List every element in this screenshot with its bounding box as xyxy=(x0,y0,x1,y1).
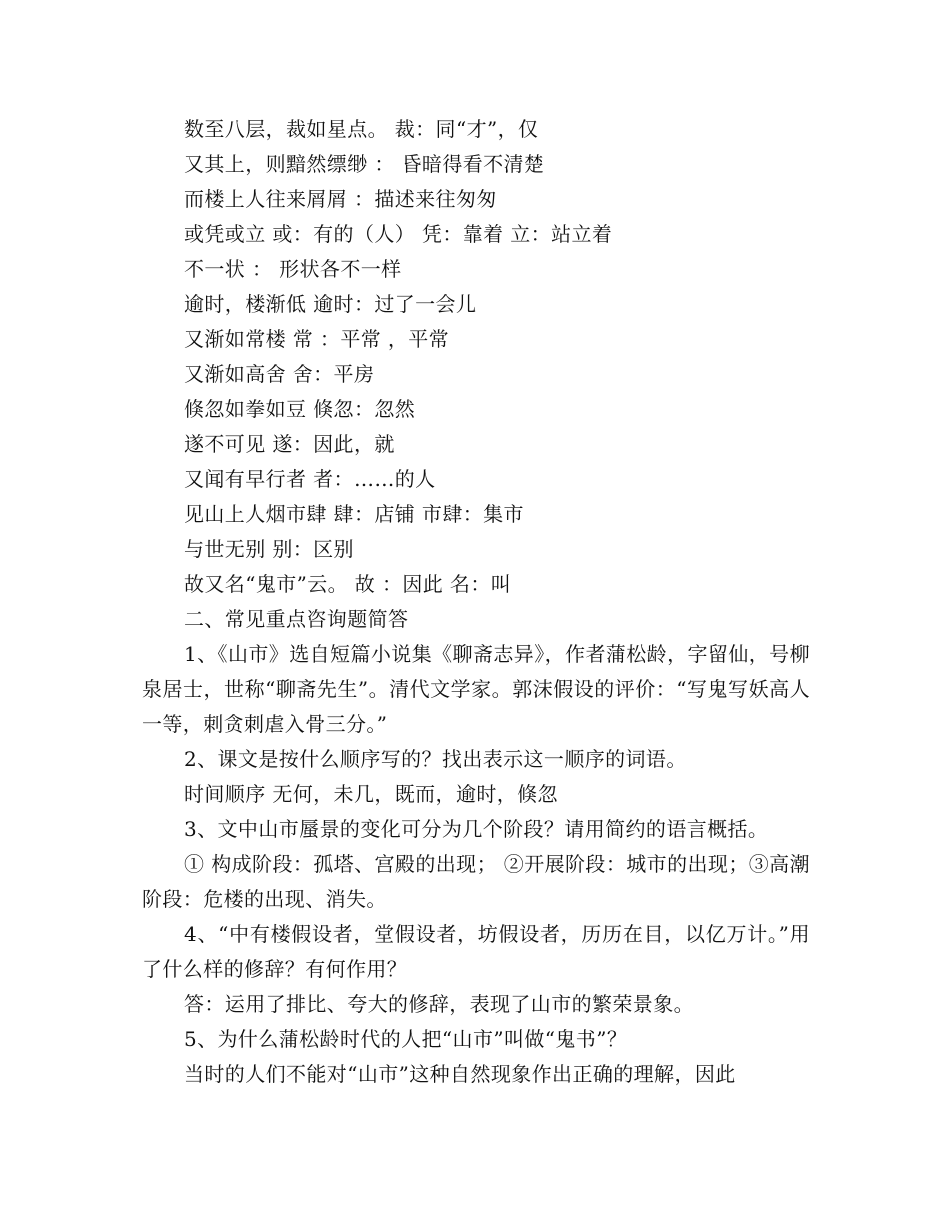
text-line-8: 又渐如高舍 舍：平房 xyxy=(184,362,375,386)
answer-3: ① 构成阶段：孤塔、宫殿的出现； ②开展阶段：城市的出现；③高潮阶段：危楼的出现、消失。 xyxy=(142,852,810,911)
section-heading: 二、常见重点咨询题简答 xyxy=(184,607,409,631)
document-body xyxy=(142,112,810,1092)
question-4: 4、“中有楼假设者，堂假设者，坊假设者，历历在目，以亿万计。”用了什么样的修辞？有何作用？ xyxy=(142,922,810,981)
text-line-11: 又闻有早行者 者：……的人 xyxy=(184,467,436,491)
text-line-6: 逾时，楼渐低 逾时：过了一会儿 xyxy=(184,292,477,316)
text-line-5: 不一状 ： 形状各不一样 xyxy=(184,257,402,281)
text-line-10: 遂不可见 遂：因此，就 xyxy=(184,432,395,456)
text-line-7: 又渐如常楼 常 ：平常 ，平常 xyxy=(184,327,450,351)
answer-4: 答：运用了排比、夸大的修辞，表现了山市的繁荣景象。 xyxy=(184,992,694,1016)
text-line-1: 数至八层，裁如星点。 裁：同“才”，仅 xyxy=(184,117,539,141)
text-line-13: 与世无别 别：区别 xyxy=(184,537,354,561)
text-line-4: 或凭或立 或：有的（人） 凭：靠着 立：站立着 xyxy=(184,222,613,246)
text-line-12: 见山上人烟市肆 肆：店铺 市肆：集市 xyxy=(184,502,524,526)
question-2: 2、课文是按什么顺序写的？找出表示这一顺序的词语。 xyxy=(184,747,687,771)
text-line-3: 而楼上人往来屑屑 ：描述来往匆匆 xyxy=(184,187,497,211)
answer-2: 时间顺序 无何，未几，既而，逾时，倏忽 xyxy=(184,782,558,806)
text-line-9: 倏忽如拳如豆 倏忽：忽然 xyxy=(184,397,416,421)
answer-5: 当时的人们不能对“山市”这种自然现象作出正确的理解，因此 xyxy=(184,1062,736,1086)
text-line-2: 又其上，则黯然缥缈 ： 昏暗得看不清楚 xyxy=(184,152,545,176)
text-line-14: 故又名“鬼市”云。 故 ：因此 名：叫 xyxy=(184,572,512,596)
question-5: 5、为什么蒲松龄时代的人把“山市”叫做“鬼书”？ xyxy=(184,1027,628,1051)
question-1: 1、《山市》选自短篇小说集《聊斋志异》，作者蒲松龄，字留仙，号柳泉居士，世称“聊斋先生”。清代文学家。郭沫假设的评价：“写鬼写妖高人一等，刺贪刺虐入骨三分。” xyxy=(142,642,810,736)
question-3: 3、文中山市蜃景的变化可分为几个阶段？请用简约的语言概括。 xyxy=(184,817,769,841)
